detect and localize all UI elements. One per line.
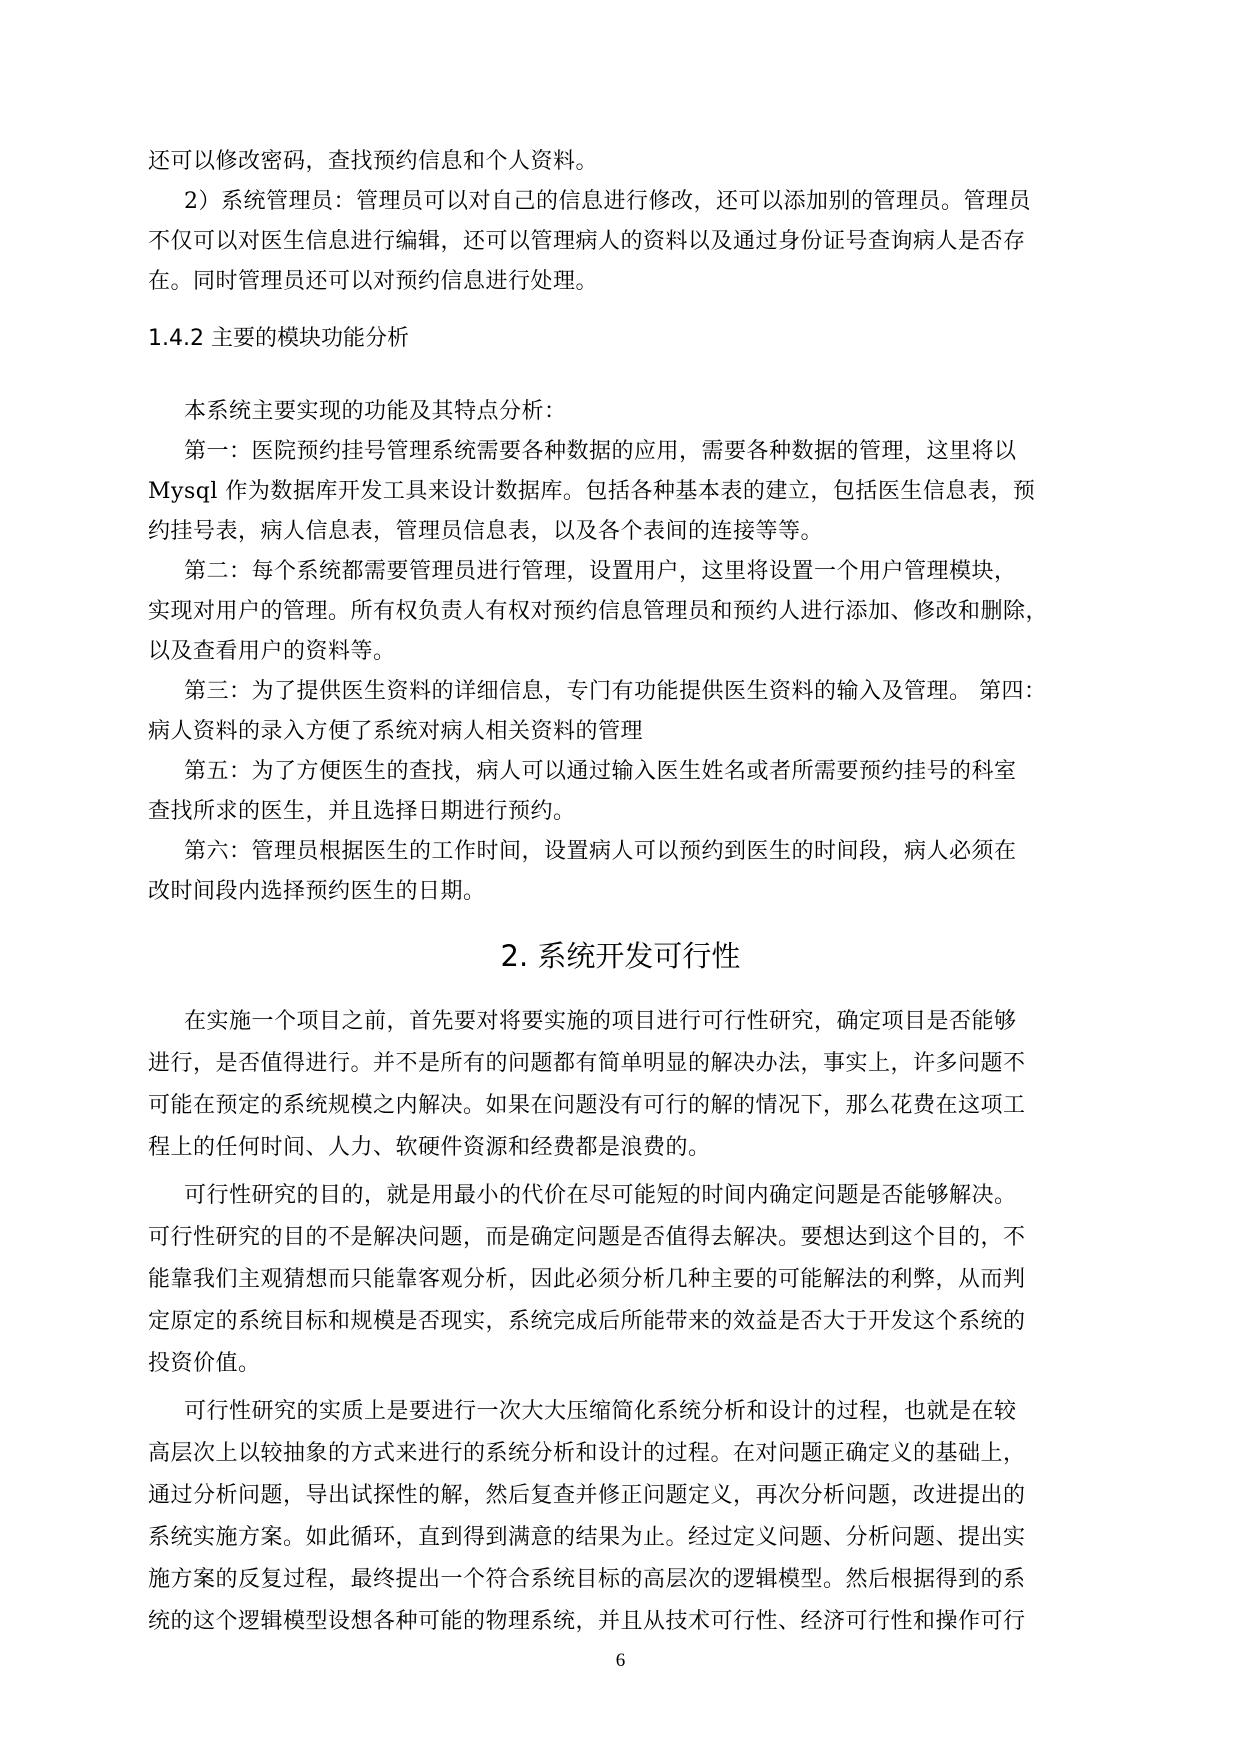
text-line: 能靠我们主观猜想而只能靠客观分析，因此必须分析几种主要的可能解法的利弊，从而判	[148, 1267, 1026, 1292]
text-line: 统的这个逻辑模型设想各种可能的物理系统，并且从技术可行性、经济可行性和操作可行	[148, 1609, 1026, 1634]
text-line: 可行性研究的目的不是解决问题，而是确定问题是否值得去解决。要想达到这个目的，不	[148, 1225, 1026, 1250]
text-line: 可能在预定的系统规模之内解决。如果在问题没有可行的解的情况下，那么花费在这项工	[148, 1093, 1026, 1118]
text-line: 2）系统管理员：管理员可以对自己的信息进行修改，还可以添加别的管理员。管理员	[184, 189, 1031, 214]
text-line: 施方案的反复过程，最终提出一个符合系统目标的高层次的逻辑模型。然后根据得到的系	[148, 1567, 1026, 1592]
text-line: 进行，是否值得进行。并不是所有的问题都有简单明显的解决办法，事实上，许多问题不	[148, 1051, 1026, 1076]
text-line: 第六：管理员根据医生的工作时间，设置病人可以预约到医生的时间段，病人必须在	[184, 839, 1017, 864]
text-line: 第一：医院预约挂号管理系统需要各种数据的应用，需要各种数据的管理，这里将以	[184, 439, 1017, 464]
text-line: 以及查看用户的资料等。	[148, 639, 396, 664]
text-line: 第三：为了提供医生资料的详细信息，专门有功能提供医生资料的输入及管理。 第四：	[184, 679, 1047, 704]
text-line: 系统实施方案。如此循环，直到得到满意的结果为止。经过定义问题、分析问题、提出实	[148, 1525, 1026, 1550]
page-number: 6	[615, 1650, 626, 1671]
text-line: 可行性研究的目的，就是用最小的代价在尽可能短的时间内确定问题是否能够解决。	[184, 1183, 1017, 1208]
text-line: 本系统主要实现的功能及其特点分析：	[184, 399, 567, 424]
text-line: 病人资料的录入方便了系统对病人相关资料的管理	[148, 719, 644, 744]
text-line: 在。同时管理员还可以对预约信息进行处理。	[148, 269, 599, 294]
text-line: 定原定的系统目标和规模是否现实，系统完成后所能带来的效益是否大于开发这个系统的	[148, 1309, 1026, 1334]
text-line: 还可以修改密码，查找预约信息和个人资料。	[148, 149, 599, 174]
text-line: 投资价值。	[148, 1351, 261, 1376]
text-line: 第五：为了方便医生的查找，病人可以通过输入医生姓名或者所需要预约挂号的科室	[184, 759, 1017, 784]
text-line: 第二：每个系统都需要管理员进行管理，设置用户，这里将设置一个用户管理模块，	[184, 559, 1017, 584]
text-line: 通过分析问题，导出试探性的解，然后复查并修正问题定义，再次分析问题，改进提出的	[148, 1483, 1026, 1508]
text-line: 高层次上以较抽象的方式来进行的系统分析和设计的过程。在对问题正确定义的基础上，	[148, 1441, 1026, 1466]
text-line: 改时间段内选择预约医生的日期。	[148, 879, 486, 904]
section-heading: 1.4.2 主要的模块功能分析	[148, 326, 409, 351]
text-line: 不仅可以对医生信息进行编辑，还可以管理病人的资料以及通过身份证号查询病人是否存	[148, 229, 1026, 254]
text-line: 可行性研究的实质上是要进行一次大大压缩简化系统分析和设计的过程，也就是在较	[184, 1399, 1017, 1424]
text-line: 程上的任何时间、人力、软硬件资源和经费都是浪费的。	[148, 1135, 711, 1160]
text-line: 实现对用户的管理。所有权负责人有权对预约信息管理员和预约人进行添加、修改和删除，	[148, 599, 1049, 624]
text-line: 查找所求的医生，并且选择日期进行预约。	[148, 799, 576, 824]
chapter-heading: 2. 系统开发可行性	[500, 939, 741, 973]
text-line: Mysql 作为数据库开发工具来设计数据库。包括各种基本表的建立，包括医生信息表，预	[148, 479, 1036, 504]
text-line: 在实施一个项目之前，首先要对将要实施的项目进行可行性研究，确定项目是否能够	[184, 1009, 1017, 1034]
text-line: 约挂号表，病人信息表，管理员信息表，以及各个表间的连接等等。	[148, 519, 824, 544]
